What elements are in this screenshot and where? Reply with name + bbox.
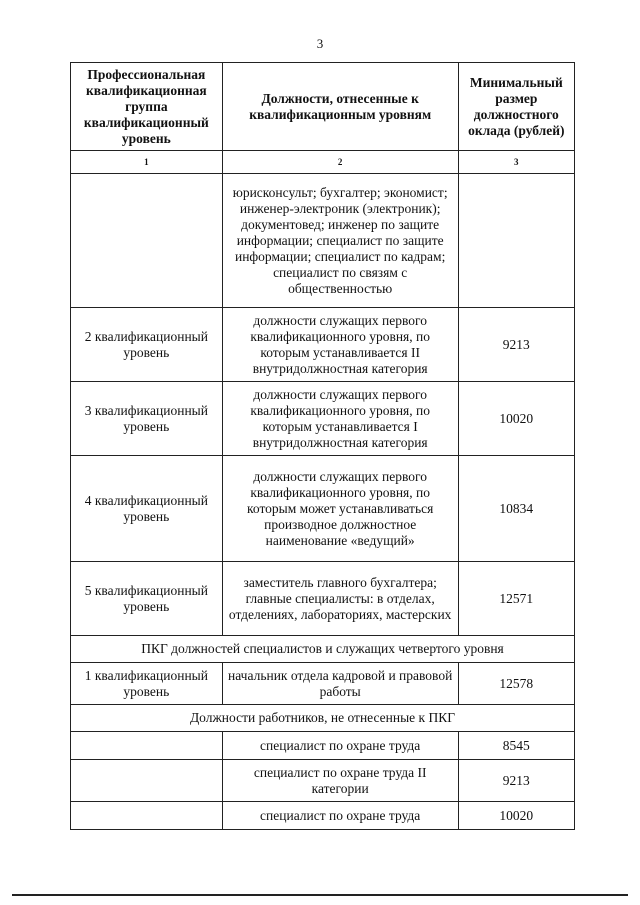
positions-cell: специалист по охране труда	[222, 802, 458, 830]
positions-cell: специалист по охране труда	[222, 732, 458, 760]
section-heading-row	[71, 636, 575, 663]
salary-cell: 12578	[458, 663, 574, 705]
level-cell	[71, 802, 223, 830]
table-row	[71, 456, 575, 562]
positions-cell: специалист по охране труда II категории	[222, 760, 458, 802]
salary-cell: 12571	[458, 562, 574, 636]
level-cell: 2 квалификационный уровень	[71, 308, 223, 382]
table-row	[71, 760, 575, 802]
positions-cell: должности служащих первого квалификационного уровня, по которым устанавливается II внутридолжностная категория	[222, 308, 458, 382]
table-row	[71, 663, 575, 705]
salary-table	[70, 62, 575, 830]
bottom-divider	[12, 894, 628, 896]
positions-cell: должности служащих первого квалификационного уровня, по которым может устанавливаться производное должностное наименование «ведущий»	[222, 456, 458, 562]
header-min-salary: Минимальный размер должностного оклада (рублей)	[458, 63, 574, 151]
level-cell	[71, 732, 223, 760]
header-qualification-group: Профессиональная квалификационная группа квалификационный уровень	[71, 63, 223, 151]
column-number: 3	[458, 151, 574, 174]
level-cell	[71, 174, 223, 308]
salary-cell	[458, 174, 574, 308]
table-row	[71, 382, 575, 456]
column-number: 1	[71, 151, 223, 174]
table-row	[71, 308, 575, 382]
table-row	[71, 562, 575, 636]
positions-cell: должности служащих первого квалификационного уровня, по которым устанавливается I внутридолжностная категория	[222, 382, 458, 456]
table-row	[71, 174, 575, 308]
salary-cell: 10834	[458, 456, 574, 562]
header-row	[71, 63, 575, 151]
section-title: ПКГ должностей специалистов и служащих четвертого уровня	[71, 636, 575, 663]
salary-cell: 9213	[458, 308, 574, 382]
level-cell: 1 квалификационный уровень	[71, 663, 223, 705]
salary-cell: 10020	[458, 382, 574, 456]
page-number: 3	[316, 36, 324, 51]
column-number: 2	[222, 151, 458, 174]
table-row	[71, 802, 575, 830]
salary-cell: 10020	[458, 802, 574, 830]
header-positions: Должности, отнесенные к квалификационным уровням	[222, 63, 458, 151]
table-row	[71, 732, 575, 760]
salary-cell: 9213	[458, 760, 574, 802]
level-cell: 4 квалификационный уровень	[71, 456, 223, 562]
level-cell: 3 квалификационный уровень	[71, 382, 223, 456]
positions-cell: начальник отдела кадровой и правовой работы	[222, 663, 458, 705]
column-number-row	[71, 151, 575, 174]
level-cell	[71, 760, 223, 802]
salary-cell: 8545	[458, 732, 574, 760]
positions-cell: заместитель главного бухгалтера; главные специалисты: в отделах, отделениях, лабораториях, мастерских	[222, 562, 458, 636]
section-title: Должности работников, не отнесенные к ПКГ	[71, 705, 575, 732]
section-heading-row	[71, 705, 575, 732]
positions-cell: юрисконсульт; бухгалтер; экономист; инженер-электроник (электроник); документовед; инженер по защите информации; специалист по защите информации; специалист по кадрам; специалист по связям с общественностью	[222, 174, 458, 308]
level-cell: 5 квалификационный уровень	[71, 562, 223, 636]
